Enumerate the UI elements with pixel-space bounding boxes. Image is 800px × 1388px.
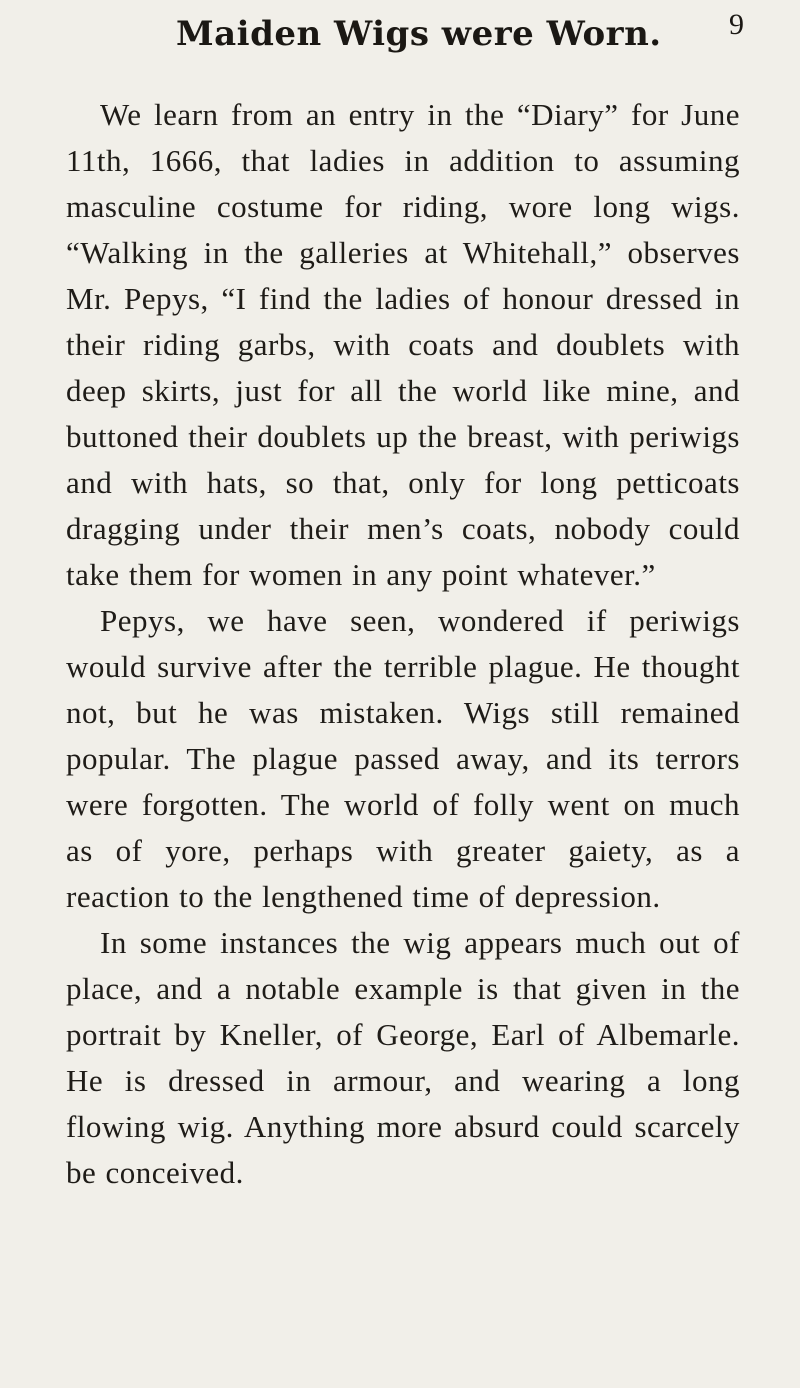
running-title: Maiden Wigs were Worn.: [176, 14, 662, 54]
paragraph-diary-entry: We learn from an entry in the “Diary” for June 11th, 1666, that ladies in addition to assuming masculine costume for riding, wore long wigs. “Walking in the galleries at Whitehall,” observes Mr. Pepys, “I find the ladies of honour dressed in their riding garbs, with coats and doublets with deep skirts, just for all the world like mine, and buttoned their doublets up the breast, with periwigs and with hats, so that, only for long petticoats dragging under their men’s coats, nobody could take them for women in any point whatever.”: [66, 97, 740, 592]
paragraph-kneller-portrait: In some instances the wig appears much out of place, and a notable example is that given in the portrait by Kneller, of George, Earl of Albemarle. He is dressed in armour, and wearing a long flowing wig. Anything more absurd could scarcely be conceived.: [66, 925, 740, 1190]
paragraph-plague: Pepys, we have seen, wondered if periwigs would survive after the terrible plague. He thought not, but he was mistaken. Wigs still remained popular. The plague passed away, and its terrors were forgotten. The world of folly went on much as of yore, perhaps with greater gaiety, as a reaction to the lengthened time of depression.: [66, 603, 740, 914]
page-number: 9: [729, 8, 744, 41]
